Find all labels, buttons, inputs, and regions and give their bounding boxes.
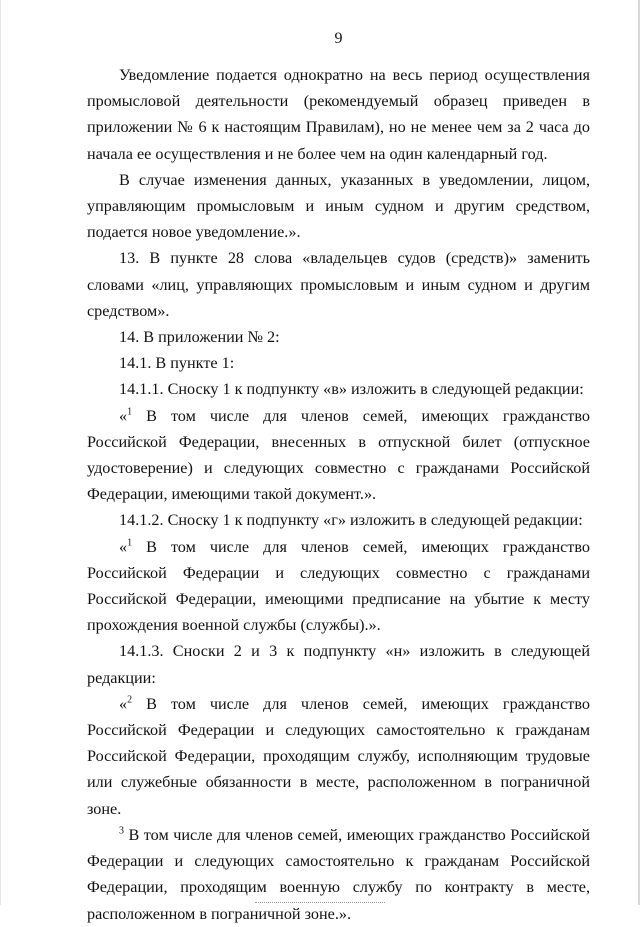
paragraph-text: В том числе для членов семей, имеющих гражданство Российской Федерации и следующих самостоятельно к гражданам Российской Федерации, проходящим военную службу по контракту в месте, расположенном в пограничной зоне.». xyxy=(87,825,590,923)
quote-open: « xyxy=(119,406,128,425)
paragraph-item-14-1 xyxy=(87,350,590,376)
footnote-marker: 1 xyxy=(127,537,133,549)
paragraph-item-14 xyxy=(87,324,590,350)
quote-open: « xyxy=(119,537,128,556)
paragraph-text: В случае изменения данных, указанных в уведомлении, лицом, управляющим промысловым и иным судном и другим средством, подается новое уведомление.». xyxy=(87,170,590,242)
paragraph-footnote-2 xyxy=(87,691,590,822)
paragraph-text: В том числе для членов семей, имеющих гражданство Российской Федерации, внесенных в отпускной билет (отпускное удостоверение) и следующих совместно с гражданами Российской Федерации, имеющими такой документ.». xyxy=(87,406,590,504)
paragraph-text: 14.1.3. Сноски 2 и 3 к подпункту «н» изложить в следующей редакции: xyxy=(87,642,590,687)
paragraph-text: В том числе для членов семей, имеющих гражданство Российской Федерации и следующих самостоятельно к гражданам Российской Федерации, проходящим службу, исполняющим трудовые или служебные обязанности в месте, расположенном в пограничной зоне. xyxy=(87,694,590,818)
footnote-marker: 1 xyxy=(127,406,133,418)
paragraph-text: 14. В приложении № 2: xyxy=(119,328,280,347)
scan-artifact xyxy=(255,900,385,903)
footnote-marker: 2 xyxy=(127,694,133,706)
quote-open: « xyxy=(119,694,128,713)
paragraph-footnote-3 xyxy=(87,822,590,927)
paragraph-notification-period xyxy=(87,62,590,167)
paragraph-footnote-1-g xyxy=(87,534,590,639)
paragraph-item-13 xyxy=(87,245,590,324)
paragraph-text: В том числе для членов семей, имеющих гражданство Российской Федерации и следующих совместно с гражданами Российской Федерации, имеющими предписание на убытие к месту прохождения военной службы (службы).». xyxy=(87,537,590,635)
scan-edge-left xyxy=(0,0,1,905)
paragraph-notification-change xyxy=(87,167,590,246)
paragraph-item-14-1-3 xyxy=(87,638,590,690)
paragraph-item-14-1-2 xyxy=(87,507,590,533)
paragraph-text: 14.1.2. Сноску 1 к подпункту «г» изложить в следующей редакции: xyxy=(119,511,583,530)
paragraph-footnote-1-v xyxy=(87,403,590,508)
page-number: 9 xyxy=(334,30,343,47)
paragraph-text: 14.1.1. Сноску 1 к подпункту «в» изложить в следующей редакции: xyxy=(119,380,584,399)
paragraph-item-14-1-1 xyxy=(87,376,590,402)
paragraph-text: 14.1. В пункте 1: xyxy=(119,354,235,373)
footnote-marker: 3 xyxy=(119,825,124,837)
paragraph-text: 13. В пункте 28 слова «владельцев судов (средств)» заменить словами «лиц, управляющих промысловым и иным судном и другим средством». xyxy=(87,249,590,320)
paragraph-text: Уведомление подается однократно на весь период осуществления промысловой деятельности (рекомендуемый образец приведен в приложении № 6 к настоящим Правилам), но не менее чем за 2 часа до начала ее осуществления и не более чем на один календарный год. xyxy=(87,66,590,163)
